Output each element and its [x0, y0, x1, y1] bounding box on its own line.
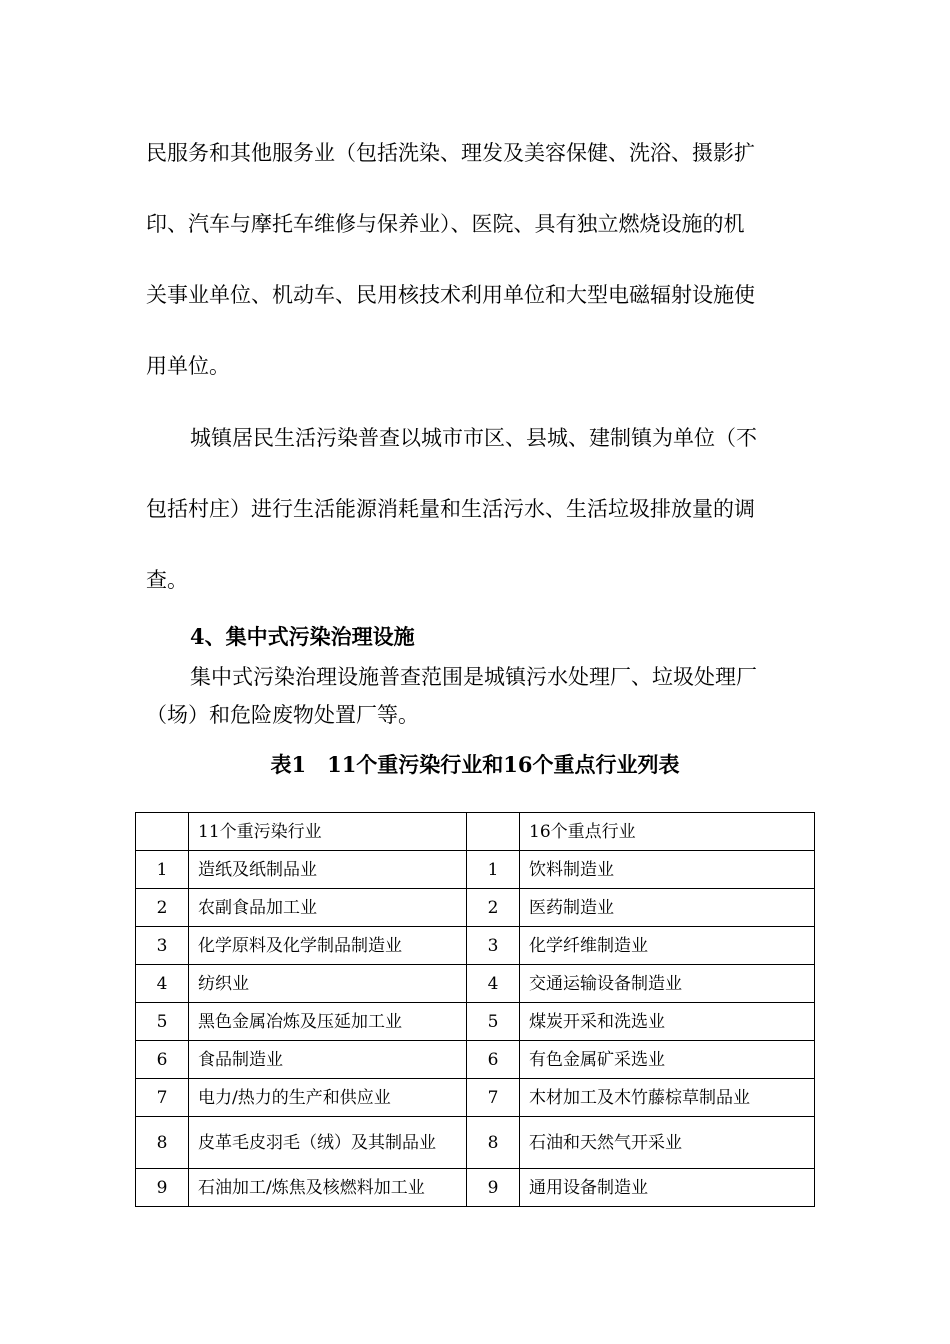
table-row	[136, 1117, 815, 1169]
table-row	[136, 1079, 815, 1117]
table-cell: 3	[136, 927, 189, 965]
paragraph-line: 城镇居民生活污染普查以城市市区、县城、建制镇为单位（不	[190, 426, 757, 450]
industry-table	[135, 812, 815, 1207]
table-cell: 黑色金属冶炼及压延加工业	[189, 1003, 467, 1041]
table-cell: 有色金属矿采选业	[520, 1041, 815, 1079]
table-cell: 9	[467, 1169, 520, 1207]
table-cell: 石油加工/炼焦及核燃料加工业	[189, 1169, 467, 1207]
table-header-row	[136, 813, 815, 851]
table-header-cell: 16个重点行业	[520, 813, 815, 851]
table-cell: 医药制造业	[520, 889, 815, 927]
table-row	[136, 1169, 815, 1207]
table-cell: 6	[467, 1041, 520, 1079]
table-row	[136, 1041, 815, 1079]
table-cell: 3	[467, 927, 520, 965]
table-cell: 8	[467, 1117, 520, 1169]
section-heading: 4、集中式污染治理设施	[190, 624, 415, 649]
table-cell: 8	[136, 1117, 189, 1169]
table-row	[136, 889, 815, 927]
table-cell: 电力/热力的生产和供应业	[189, 1079, 467, 1117]
table-cell: 4	[136, 965, 189, 1003]
table-cell: 5	[467, 1003, 520, 1041]
table-cell: 煤炭开采和洗选业	[520, 1003, 815, 1041]
table-cell: 造纸及纸制品业	[189, 851, 467, 889]
section-text-line: （场）和危险废物处置厂等。	[146, 703, 419, 727]
table-cell: 1	[136, 851, 189, 889]
paragraph-line: 包括村庄）进行生活能源消耗量和生活污水、生活垃圾排放量的调	[146, 497, 755, 521]
table-cell: 7	[467, 1079, 520, 1117]
paragraph-line: 关事业单位、机动车、民用核技术利用单位和大型电磁辐射设施使	[146, 283, 755, 307]
table-cell: 纺织业	[189, 965, 467, 1003]
table-cell: 化学纤维制造业	[520, 927, 815, 965]
table-cell: 皮革毛皮羽毛（绒）及其制品业	[189, 1117, 467, 1169]
table-cell: 石油和天然气开采业	[520, 1117, 815, 1169]
section-text-line: 集中式污染治理设施普查范围是城镇污水处理厂、垃圾处理厂	[190, 665, 757, 689]
table-cell: 农副食品加工业	[189, 889, 467, 927]
table-row	[136, 965, 815, 1003]
table-cell: 通用设备制造业	[520, 1169, 815, 1207]
table-cell: 食品制造业	[189, 1041, 467, 1079]
table-header-cell	[467, 813, 520, 851]
paragraph-line: 查。	[146, 568, 188, 592]
table-cell: 9	[136, 1169, 189, 1207]
paragraph-line: 民服务和其他服务业（包括洗染、理发及美容保健、洗浴、摄影扩	[146, 141, 755, 165]
table-cell: 木材加工及木竹藤棕草制品业	[520, 1079, 815, 1117]
table-header-cell	[136, 813, 189, 851]
paragraph-line: 印、汽车与摩托车维修与保养业）、医院、具有独立燃烧设施的机	[146, 212, 745, 236]
table-row	[136, 851, 815, 889]
table-cell: 饮料制造业	[520, 851, 815, 889]
paragraph-line: 用单位。	[146, 354, 230, 378]
table-row	[136, 1003, 815, 1041]
table-caption: 表1 11个重污染行业和16个重点行业列表	[270, 752, 680, 777]
table-cell: 2	[136, 889, 189, 927]
table-cell: 化学原料及化学制品制造业	[189, 927, 467, 965]
table-cell: 5	[136, 1003, 189, 1041]
table-cell: 7	[136, 1079, 189, 1117]
table-cell: 1	[467, 851, 520, 889]
table-row	[136, 927, 815, 965]
table-cell: 6	[136, 1041, 189, 1079]
table-cell: 2	[467, 889, 520, 927]
table-cell: 4	[467, 965, 520, 1003]
table-cell: 交通运输设备制造业	[520, 965, 815, 1003]
table-header-cell: 11个重污染行业	[189, 813, 467, 851]
